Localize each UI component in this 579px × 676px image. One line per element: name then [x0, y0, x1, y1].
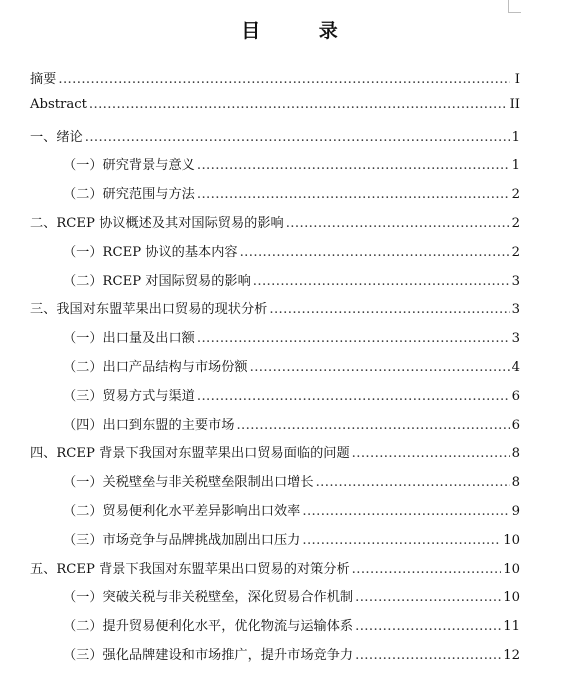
toc-dot-leader — [355, 648, 501, 663]
toc-entry-text: 四、RCEP 背景下我国对东盟苹果出口贸易面临的问题 — [30, 446, 350, 462]
toc-entry[interactable] — [30, 212, 520, 241]
toc-page-number: 2 — [511, 187, 520, 203]
toc-entry[interactable] — [30, 356, 520, 385]
toc-entry-text: 一、绪论 — [30, 129, 83, 145]
toc-page-number: 8 — [511, 475, 520, 491]
toc-entry[interactable] — [30, 327, 520, 356]
toc-page-number: II — [509, 96, 520, 112]
toc-entry-text: 三、我国对东盟苹果出口贸易的现状分析 — [30, 302, 268, 318]
toc-dot-leader — [302, 504, 509, 519]
toc-dot-leader — [355, 619, 501, 634]
toc-entry-text: （三）贸易方式与渠道 — [63, 388, 195, 404]
toc-entry[interactable] — [30, 68, 520, 97]
toc-entry-text: （二）贸易便利化水平差异影响出口效率 — [63, 503, 301, 519]
toc-page-number: 3 — [511, 302, 520, 318]
toc-title: 目 录 — [241, 20, 364, 42]
toc-dot-leader — [197, 158, 510, 173]
toc-page-number: 12 — [503, 647, 520, 663]
toc-dot-leader — [352, 562, 502, 577]
toc-entry-text: （一）出口量及出口额 — [63, 331, 195, 347]
toc-dot-leader — [302, 533, 501, 548]
toc-page-number: 6 — [511, 417, 520, 433]
toc-entry[interactable] — [30, 500, 520, 529]
toc-page-number: 1 — [511, 158, 520, 174]
toc-entry-text: （一）RCEP 协议的基本内容 — [63, 244, 238, 260]
toc-entry[interactable] — [30, 442, 520, 471]
toc-dot-leader — [89, 97, 508, 112]
toc-page-number: 3 — [511, 273, 520, 289]
toc-page-number: 11 — [503, 619, 520, 635]
toc-dot-leader — [352, 446, 510, 461]
toc-dot-leader — [85, 130, 510, 145]
toc-entry[interactable] — [30, 586, 520, 615]
toc-entry[interactable] — [30, 471, 520, 500]
toc-entry[interactable] — [30, 615, 520, 644]
toc-entry-text: 摘要 — [30, 72, 57, 87]
toc-entry-text: 二、RCEP 协议概述及其对国际贸易的影响 — [30, 215, 284, 231]
toc-entry-text: （一）突破关税与非关税壁垒，深化贸易合作机制 — [63, 590, 354, 606]
toc-page-number: 4 — [511, 359, 520, 375]
toc-entry-text: （一）研究背景与意义 — [63, 158, 195, 174]
toc-entry[interactable] — [30, 270, 520, 299]
toc-entry-text: Abstract — [30, 96, 87, 112]
toc-dot-leader — [197, 331, 510, 346]
toc-page-number: 8 — [511, 446, 520, 462]
toc-entry[interactable] — [30, 126, 520, 155]
toc-dot-leader — [250, 360, 510, 375]
toc-entry[interactable] — [30, 298, 520, 327]
toc-entry-text: （一）关税壁垒与非关税壁垒限制出口增长 — [63, 475, 314, 491]
toc-page-number: 10 — [503, 532, 520, 548]
toc-dot-leader — [286, 216, 510, 231]
toc-page-number: 6 — [511, 388, 520, 404]
toc-page-number: 10 — [503, 561, 520, 577]
toc-entry-text: （二）RCEP 对国际贸易的影响 — [63, 273, 251, 289]
toc-entry[interactable] — [30, 529, 520, 558]
toc-entry-text: （二）出口产品结构与市场份额 — [63, 359, 248, 375]
toc-entry-text: （二）提升贸易便利化水平，优化物流与运输体系 — [63, 619, 354, 635]
toc-dot-leader — [58, 72, 510, 87]
toc-page-number: 9 — [511, 503, 520, 519]
toc-dot-leader — [236, 418, 509, 433]
toc-dot-leader — [197, 187, 510, 202]
toc-dot-leader — [197, 389, 510, 404]
toc-dot-leader — [240, 245, 510, 260]
toc-entry[interactable] — [30, 241, 520, 270]
toc-entry-text: （二）研究范围与方法 — [63, 187, 195, 203]
toc-page-number: 10 — [503, 590, 520, 606]
toc-page-number: 2 — [511, 244, 520, 260]
toc-page-number: I — [514, 72, 520, 87]
toc-entry[interactable] — [30, 644, 520, 673]
toc-page-number: 2 — [511, 215, 520, 231]
toc-page-number: 1 — [511, 129, 520, 145]
toc-dot-leader — [253, 274, 510, 289]
toc-entry[interactable] — [30, 183, 520, 212]
page-corner-mark — [508, 0, 521, 13]
toc-entry[interactable] — [30, 414, 520, 443]
toc-entry-text: （三）强化品牌建设和市场推广，提升市场竞争力 — [63, 647, 354, 663]
toc-entry[interactable] — [30, 385, 520, 414]
toc-list — [30, 68, 520, 673]
toc-page-number: 3 — [511, 331, 520, 347]
toc-dot-leader — [355, 590, 501, 605]
toc-entry-text: （三）市场竞争与品牌挑战加剧出口压力 — [63, 532, 301, 548]
toc-dot-leader — [316, 475, 510, 490]
toc-entry[interactable] — [30, 97, 520, 126]
toc-dot-leader — [269, 302, 509, 317]
toc-entry-text: 五、RCEP 背景下我国对东盟苹果出口贸易的对策分析 — [30, 561, 350, 577]
toc-entry[interactable] — [30, 154, 520, 183]
toc-entry-text: （四）出口到东盟的主要市场 — [63, 417, 235, 433]
toc-entry[interactable] — [30, 558, 520, 587]
